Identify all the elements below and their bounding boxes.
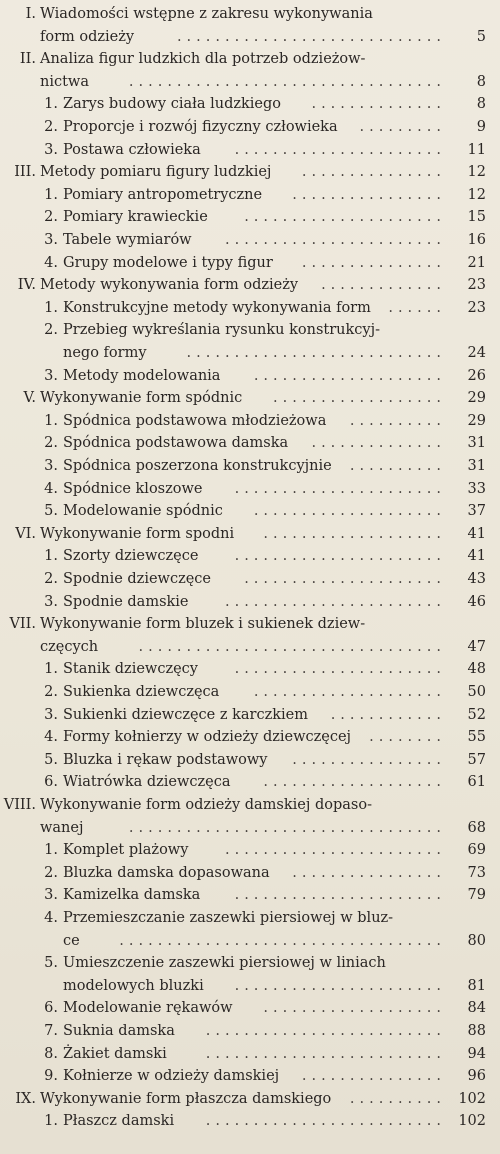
dot-leader: .................................. [119,932,446,949]
toc-entry-title: Szorty dziewczęce [63,548,199,565]
toc-section-line [0,298,500,320]
toc-entry-title: Żakiet damski [63,1045,167,1062]
toc-page-number: 23 [467,299,486,316]
toc-page-number: 8 [476,96,486,113]
dot-leader: .................... [253,684,446,700]
toc-section-line [0,1044,500,1066]
toc-page-number: 96 [467,1068,486,1085]
toc-page-number: 61 [467,774,486,791]
toc-chapter-line [0,162,500,184]
dot-leader: .................... [253,503,446,520]
toc-entry-number: 6. [44,1000,58,1017]
toc-page-number: 43 [467,571,486,587]
toc-entry-title: Metody wykonywania form odzieży [40,277,299,294]
toc-entry-title: Spodnie damskie [63,593,189,610]
toc-entry-number: 2. [44,322,58,339]
dot-leader: ...................... [234,548,446,565]
toc-page-number: 79 [467,887,486,904]
toc-entry-title: Metody pomiaru figury ludzkiej [40,164,272,181]
toc-section-line [0,953,500,975]
toc-page-number: 16 [467,232,486,248]
toc-section-line [0,433,500,455]
toc-section-line [0,727,500,749]
dot-leader: ................ [292,186,446,203]
toc-chapter-line [0,524,500,546]
toc-entry-number: 3. [44,367,58,384]
toc-section-line [0,592,500,614]
toc-page-number: 24 [467,345,486,361]
toc-page-number: 50 [467,684,486,700]
dot-leader: ................... [263,1000,446,1017]
toc-entry-number: 1. [44,412,58,429]
toc-entry-number: I. [25,6,36,22]
toc-entry-title: Suknia damska [63,1023,175,1039]
toc-entry-number: 2. [44,209,58,226]
toc-entry-number: 3. [44,593,58,610]
toc-page-number: 55 [467,729,486,746]
toc-entry-title: Analiza figur ludzkich dla potrzeb odzieżow- [40,51,366,68]
toc-section-line [0,185,500,207]
toc-entry-title: Metody modelowania [63,367,221,384]
toc-entry-number: 2. [44,435,58,452]
toc-section-line [0,569,500,591]
toc-section-line [0,682,500,704]
toc-entry-title: Bluzka i rękaw podstawowy [63,751,268,768]
toc-page-number: 84 [467,1000,486,1017]
toc-entry-number: 8. [44,1045,58,1062]
toc-page-number: 48 [467,661,486,678]
toc-entry-title: Grupy modelowe i typy figur [63,254,273,271]
toc-section-line [0,1111,500,1133]
toc-entry-title: Pomiary antropometryczne [63,186,263,203]
toc-page-number: 33 [467,480,486,497]
toc-section-line [0,411,500,433]
toc-entry-title: Modelowanie rękawów [63,1000,233,1017]
dot-leader: ............ [330,706,446,723]
dot-leader: .......... [349,412,446,429]
toc-section-line [0,772,500,794]
dot-leader: ....................... [224,842,446,859]
toc-section-line [0,366,500,388]
dot-leader: ................... [263,774,446,791]
dot-leader: ............... [301,1068,446,1085]
dot-leader: ...................... [234,887,446,904]
toc-section-line [0,230,500,252]
toc-entry-number: 6. [44,774,58,791]
toc-entry-number: III. [14,164,36,181]
toc-section-line [0,117,500,139]
dot-leader: .......... [349,1090,446,1107]
toc-section-line [0,659,500,681]
toc-entry-title: Konstrukcyjne metody wykonywania form [63,299,371,316]
toc-entry-number: 1. [44,661,58,678]
toc-entry-title: nictwa [40,73,89,90]
toc-page-number: 29 [467,390,486,407]
toc-page-number: 12 [467,164,486,181]
toc-entry-title: Wykonywanie form odzieży damskiej dopaso- [40,797,372,813]
toc-section-line [0,705,500,727]
toc-entry-number: 7. [44,1023,58,1039]
toc-page-number: 41 [467,525,486,542]
toc-page-number: 23 [467,277,486,294]
dot-leader: ...... [388,299,446,316]
toc-section-line [0,501,500,523]
toc-entry-number: 5. [44,751,58,768]
dot-leader: ......... [359,119,446,135]
dot-leader: ...................... [234,141,446,158]
toc-page-number: 5 [476,28,486,45]
toc-entry-number: 1. [44,186,58,203]
toc-page-number: 73 [467,864,486,881]
dot-leader: ............... [301,164,446,181]
toc-chapter-line [0,388,500,410]
toc-page-number: 8 [476,73,486,90]
dot-leader: ...................... [234,661,446,678]
toc-entry-number: 2. [44,864,58,881]
toc-entry-number: 1. [44,96,58,113]
dot-leader: ................... [263,525,446,542]
dot-leader: ........................... [186,345,446,361]
toc-entry-title: Spódnica podstawowa młodzieżowa [63,412,327,429]
toc-entry-number: 5. [44,503,58,520]
toc-entry-number: 3. [44,887,58,904]
toc-entry-title: nego formy [63,345,147,361]
toc-page-number: 80 [467,932,486,949]
toc-chapter-line [0,1089,500,1111]
toc-page-number: 81 [467,977,486,994]
toc-section-line [0,94,500,116]
toc-entry-title: Płaszcz damski [63,1113,175,1130]
toc-page-number: 102 [458,1090,486,1107]
toc-page-number: 46 [467,593,486,610]
toc-entry-number: VI. [15,525,36,542]
toc-page-number: 94 [467,1045,486,1062]
toc-entry-title: Zarys budowy ciała ludzkiego [63,96,282,113]
toc-entry-title: Sukienki dziewczęce z karczkiem [63,706,308,723]
dot-leader: ......................... [205,1023,446,1039]
toc-page-number: 57 [467,751,486,768]
toc-page-number: 68 [467,819,486,836]
toc-page-number: 41 [467,548,486,565]
toc-page-number: 11 [467,141,486,158]
dot-leader: ..................... [244,571,446,587]
toc-entry-title: Wykonywanie form spodni [40,525,235,542]
toc-entry-title: Bluzka damska dopasowana [63,864,270,881]
toc-entry-title: Stanik dziewczęcy [63,661,198,678]
toc-section-line [0,456,500,478]
toc-section-line [0,140,500,162]
toc-section-line [0,253,500,275]
toc-entry-title: Spodnie dziewczęce [63,571,211,587]
toc-page-number: 47 [467,638,486,655]
toc-entry-title: Kamizelka damska [63,887,201,904]
toc-entry-number: 2. [44,684,58,700]
toc-entry-number: IV. [17,277,36,294]
toc-entry-title: Postawa człowieka [63,141,201,158]
dot-leader: ................................ [138,638,446,655]
toc-entry-number: IX. [15,1090,36,1107]
toc-section-line [0,1021,500,1043]
toc-page-number: 52 [467,706,486,723]
dot-leader: .................. [273,390,446,407]
toc-page-number: 9 [476,119,486,135]
toc-chapter-line [0,27,500,49]
toc-entry-number: VII. [9,616,36,633]
toc-entry-title: Spódnice kloszowe [63,480,203,497]
toc-entry-title: form odzieży [40,28,135,45]
dot-leader: .............. [311,96,446,113]
toc-entry-number: 9. [44,1068,58,1085]
toc-entry-number: V. [23,390,36,407]
dot-leader: ...................... [234,977,446,994]
toc-section-line [0,207,500,229]
toc-entry-number: 2. [44,119,58,135]
toc-entry-number: 1. [44,299,58,316]
toc-section-line [0,1066,500,1088]
toc-entry-title: Proporcje i rozwój fizyczny człowieka [63,119,338,135]
toc-entry-title: częcych [40,638,99,655]
toc-section-line [0,320,500,342]
dot-leader: ................................. [128,73,446,90]
dot-leader: ............... [301,254,446,271]
toc-entry-number: 3. [44,706,58,723]
toc-entry-title: Wykonywanie form płaszcza damskiego [40,1090,332,1107]
toc-entry-title: Przemieszczanie zaszewki piersiowej w bluz- [63,910,394,926]
toc-page-number: 37 [467,503,486,520]
toc-section-line [0,479,500,501]
toc-entry-title: wanej [40,819,84,836]
toc-entry-number: 4. [44,254,58,271]
dot-leader: ................................. [128,819,446,836]
dot-leader: ........ [369,729,446,746]
toc-entry-number: 1. [44,842,58,859]
toc-chapter-line [0,614,500,636]
toc-entry-title: Wykonywanie form bluzek i sukienek dziew- [40,616,366,633]
toc-entry-title: Pomiary krawieckie [63,209,208,226]
toc-entry-title: Umieszczenie zaszewki piersiowej w liniach [63,955,386,972]
toc-page-number: 29 [467,412,486,429]
toc-entry-number: VIII. [3,797,36,813]
toc-section-line [0,863,500,885]
toc-chapter-line [0,4,500,26]
dot-leader: ......................... [205,1045,446,1062]
dot-leader: ...................... [234,480,446,497]
dot-leader: ............. [321,277,446,294]
toc-entry-number: 1. [44,1113,58,1130]
dot-leader: ............................ [176,28,446,45]
toc-chapter-line [0,72,500,94]
toc-entry-number: 3. [44,458,58,474]
toc-page-number: 12 [467,186,486,203]
toc-entry-number: 3. [44,141,58,158]
toc-entry-title: Modelowanie spódnic [63,503,223,520]
toc-page-number: 15 [467,209,486,226]
toc-chapter-line [0,818,500,840]
dot-leader: .......... [349,458,446,474]
toc-section-line [0,976,500,998]
dot-leader: ................ [292,864,446,881]
toc-page-number: 26 [467,367,486,384]
toc-entry-number: 3. [44,232,58,248]
toc-entry-title: Wiatrówka dziewczęca [63,774,231,791]
toc-section-line [0,885,500,907]
toc-entry-number: 1. [44,548,58,565]
toc-entry-number: 5. [44,955,58,972]
dot-leader: .............. [311,435,446,452]
toc-section-line [0,931,500,953]
toc-chapter-line [0,795,500,817]
toc-chapter-line [0,49,500,71]
toc-entry-number: II. [19,51,36,68]
toc-page-number: 69 [467,842,486,859]
toc-entry-title: Spódnica poszerzona konstrukcyjnie [63,458,332,474]
toc-entry-title: ce [63,932,80,949]
toc-page-number: 31 [467,458,486,474]
toc-entry-number: 4. [44,480,58,497]
toc-entry-title: Komplet plażowy [63,842,189,859]
toc-entry-title: Formy kołnierzy w odzieży dziewczęcej [63,729,352,746]
dot-leader: .................... [253,367,446,384]
toc-page-number: 21 [467,254,486,271]
toc-entry-title: Tabele wymiarów [63,232,192,248]
dot-leader: ......................... [205,1113,446,1130]
toc-entry-title: modelowych bluzki [63,977,204,994]
dot-leader: ....................... [224,232,446,248]
toc-page-number: 102 [458,1113,486,1130]
toc-entry-number: 4. [44,729,58,746]
toc-entry-title: Spódnica podstawowa damska [63,435,289,452]
dot-leader: ....................... [224,593,446,610]
dot-leader: ..................... [244,209,446,226]
toc-chapter-line [0,275,500,297]
toc-entry-title: Kołnierze w odzieży damskiej [63,1068,280,1085]
toc-section-line [0,750,500,772]
toc-section-line [0,998,500,1020]
toc-entry-number: 2. [44,571,58,587]
dot-leader: ................ [292,751,446,768]
toc-entry-title: Sukienka dziewczęca [63,684,220,700]
toc-page-number: 31 [467,435,486,452]
toc-entry-title: Wiadomości wstępne z zakresu wykonywania [40,6,373,22]
toc-entry-number: 4. [44,910,58,926]
toc-page-number: 88 [467,1023,486,1039]
toc-section-line [0,908,500,930]
toc-section-line [0,343,500,365]
toc-entry-title: Wykonywanie form spódnic [40,390,243,407]
toc-chapter-line [0,637,500,659]
toc-section-line [0,840,500,862]
toc-entry-title: Przebieg wykreślania rysunku konstrukcyj- [63,322,381,339]
toc-section-line [0,546,500,568]
